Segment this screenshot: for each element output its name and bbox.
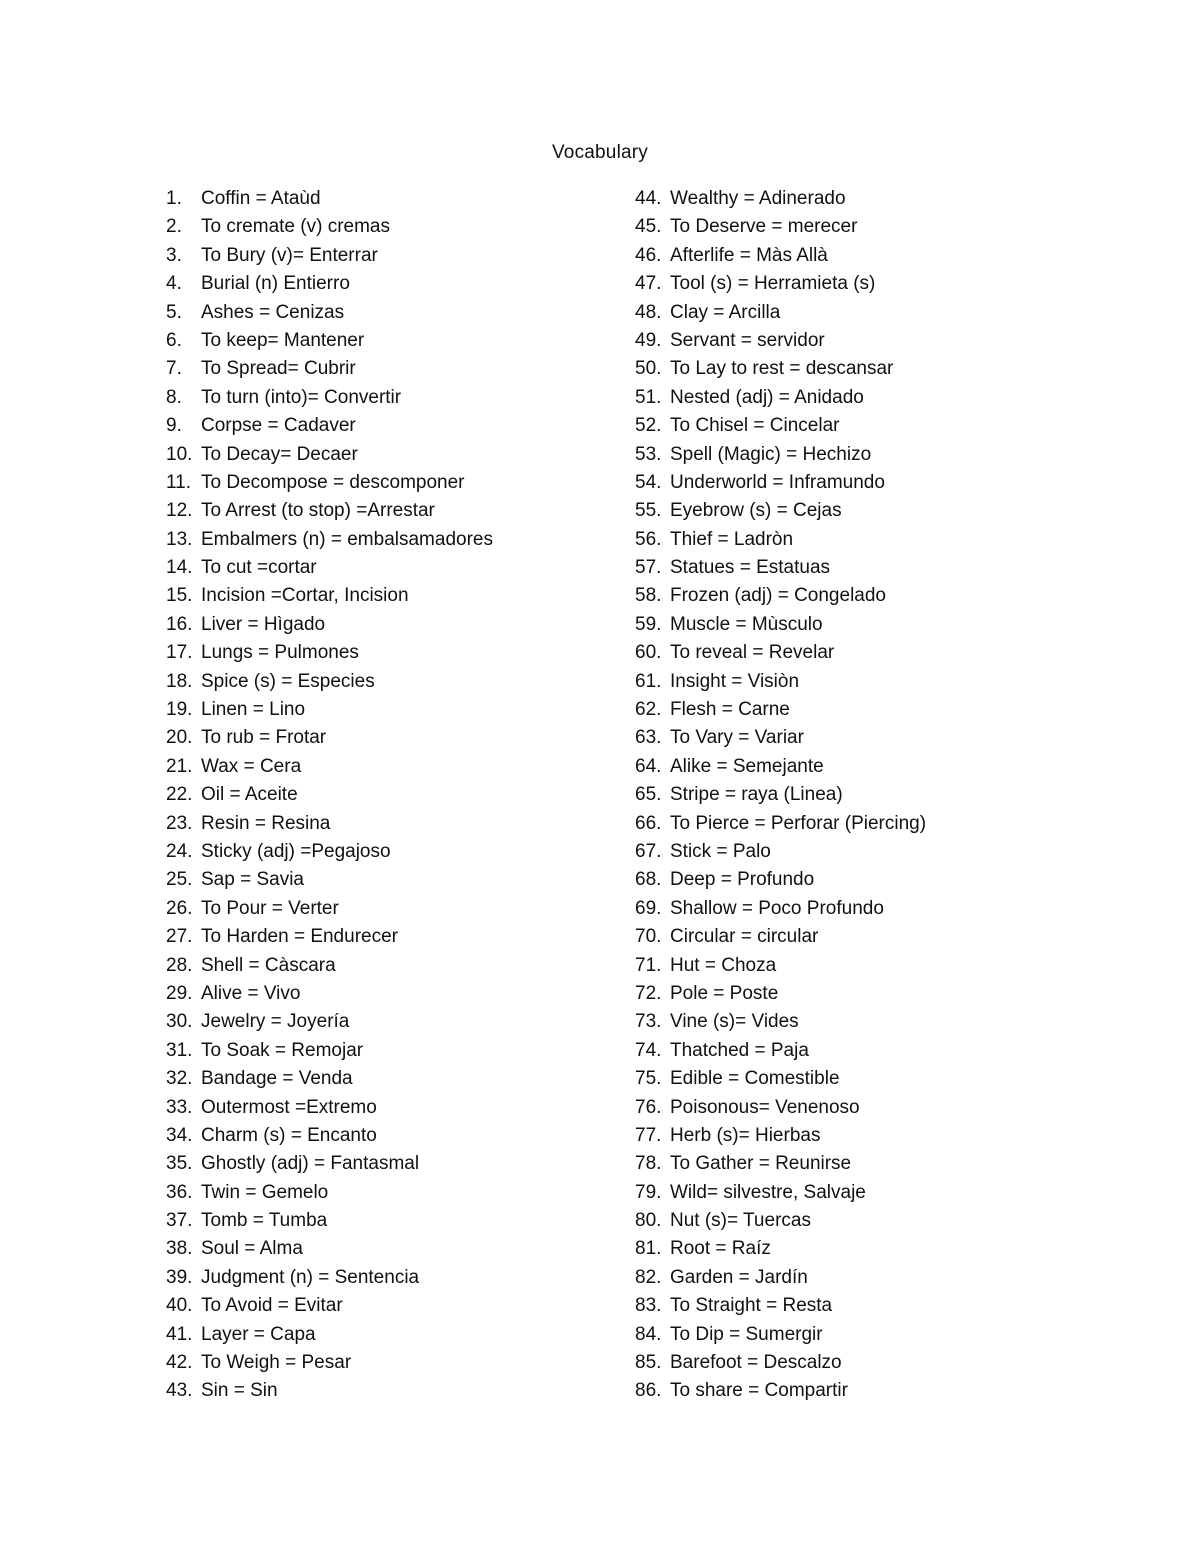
item-number: 21. [166, 755, 193, 777]
vocabulary-item [635, 1150, 1095, 1178]
vocabulary-item [635, 1122, 1095, 1150]
item-number: 4. [166, 273, 182, 295]
item-text: Thatched = Paja [670, 1039, 809, 1061]
item-text: To cut =cortar [201, 557, 317, 579]
item-text: Barefoot = Descalzo [670, 1352, 842, 1374]
vocabulary-item [635, 639, 1095, 667]
item-number: 71. [635, 954, 662, 976]
item-number: 57. [635, 557, 662, 579]
item-text: To Decay= Decaer [201, 443, 358, 465]
item-number: 73. [635, 1011, 662, 1033]
item-text: Twin = Gemelo [201, 1181, 329, 1203]
vocabulary-item [166, 242, 606, 270]
item-number: 48. [635, 301, 662, 323]
item-number: 28. [166, 954, 193, 976]
item-number: 38. [166, 1238, 193, 1260]
item-number: 84. [635, 1323, 662, 1345]
item-text: To Bury (v)= Enterrar [201, 244, 378, 266]
item-text: To Avoid = Evitar [201, 1295, 343, 1317]
item-number: 39. [166, 1266, 193, 1288]
item-number: 69. [635, 897, 662, 919]
item-number: 40. [166, 1295, 193, 1317]
item-number: 62. [635, 699, 662, 721]
item-text: Underworld = Inframundo [670, 471, 885, 493]
vocabulary-item [635, 469, 1095, 497]
item-text: Incision =Cortar, Incision [201, 585, 409, 607]
item-number: 46. [635, 244, 662, 266]
item-number: 86. [635, 1380, 662, 1402]
item-text: Ghostly (adj) = Fantasmal [201, 1153, 420, 1175]
item-text: Jewelry = Joyería [201, 1011, 350, 1033]
vocabulary-list-left [166, 185, 606, 1406]
item-text: To Dip = Sumergir [670, 1323, 823, 1345]
item-text: Wealthy = Adinerado [670, 188, 846, 209]
item-text: Corpse = Cadaver [201, 415, 356, 437]
vocabulary-item [166, 838, 606, 866]
item-number: 49. [635, 329, 662, 351]
item-number: 58. [635, 585, 662, 607]
item-number: 63. [635, 727, 662, 749]
item-text: To Soak = Remojar [201, 1039, 364, 1061]
vocabulary-item [166, 1349, 606, 1377]
item-number: 72. [635, 982, 662, 1004]
item-number: 2. [166, 216, 182, 238]
item-text: Spice (s) = Especies [201, 670, 375, 692]
item-number: 75. [635, 1068, 662, 1090]
item-text: Clay = Arcilla [670, 301, 781, 323]
vocabulary-item [635, 1179, 1095, 1207]
item-number: 79. [635, 1181, 662, 1203]
item-number: 85. [635, 1352, 662, 1374]
item-text: Stripe = raya (Linea) [670, 784, 843, 806]
item-number: 82. [635, 1266, 662, 1288]
vocabulary-item [635, 696, 1095, 724]
item-text: Burial (n) Entierro [201, 273, 350, 295]
vocabulary-item [166, 355, 606, 383]
item-text: Tomb = Tumba [201, 1210, 328, 1232]
item-text: Lungs = Pulmones [201, 642, 359, 664]
item-text: Wax = Cera [201, 755, 302, 777]
vocabulary-item [635, 1065, 1095, 1093]
item-text: Statues = Estatuas [670, 557, 831, 579]
item-number: 12. [166, 500, 193, 522]
item-text: Soul = Alma [201, 1238, 303, 1260]
vocabulary-item [166, 1264, 606, 1292]
item-text: Spell (Magic) = Hechizo [670, 443, 872, 465]
item-text: Shell = Càscara [201, 954, 336, 976]
item-text: Liver = Hìgado [201, 613, 326, 635]
vocabulary-item [166, 1150, 606, 1178]
vocabulary-item [635, 1037, 1095, 1065]
item-number: 1. [166, 188, 182, 209]
item-text: Bandage = Venda [201, 1068, 353, 1090]
item-text: To Vary = Variar [670, 727, 804, 749]
item-number: 44. [635, 188, 662, 209]
vocabulary-item [166, 1008, 606, 1036]
vocabulary-item [166, 753, 606, 781]
item-text: Alive = Vivo [201, 982, 301, 1004]
item-text: To turn (into)= Convertir [201, 386, 402, 408]
vocabulary-item [166, 1207, 606, 1235]
vocabulary-item [166, 1094, 606, 1122]
vocabulary-item [635, 980, 1095, 1008]
item-text: To cremate (v) cremas [201, 216, 390, 238]
vocabulary-item [166, 327, 606, 355]
item-number: 54. [635, 471, 662, 493]
vocabulary-item [635, 611, 1095, 639]
vocabulary-item [166, 724, 606, 752]
item-text: Afterlife = Màs Allà [670, 244, 828, 266]
vocabulary-item [635, 327, 1095, 355]
item-number: 9. [166, 415, 182, 437]
item-number: 16. [166, 613, 193, 635]
item-text: To Arrest (to stop) =Arrestar [201, 500, 435, 522]
item-text: Wild= silvestre, Salvaje [670, 1181, 866, 1203]
vocabulary-item [166, 497, 606, 525]
item-text: Eyebrow (s) = Cejas [670, 500, 842, 522]
item-number: 76. [635, 1096, 662, 1118]
vocabulary-item [635, 781, 1095, 809]
item-text: Nested (adj) = Anidado [670, 386, 864, 408]
item-text: Circular = circular [670, 926, 819, 948]
item-number: 51. [635, 386, 662, 408]
item-number: 43. [166, 1380, 193, 1402]
item-number: 74. [635, 1039, 662, 1061]
item-text: Frozen (adj) = Congelado [670, 585, 886, 607]
item-number: 17. [166, 642, 193, 664]
vocabulary-item [635, 1321, 1095, 1349]
vocabulary-item [635, 412, 1095, 440]
vocabulary-item [635, 1264, 1095, 1292]
vocabulary-item [166, 1377, 606, 1405]
vocabulary-item [635, 1235, 1095, 1263]
item-number: 41. [166, 1323, 193, 1345]
vocabulary-item [166, 384, 606, 412]
vocabulary-item [635, 923, 1095, 951]
item-text: To Lay to rest = descansar [670, 358, 894, 380]
item-text: Coffin = Ataùd [201, 188, 321, 209]
item-number: 61. [635, 670, 662, 692]
item-text: Garden = Jardín [670, 1266, 808, 1288]
item-number: 68. [635, 869, 662, 891]
item-text: To Decompose = descomponer [201, 471, 465, 493]
item-number: 37. [166, 1210, 193, 1232]
item-text: Linen = Lino [201, 699, 306, 721]
item-text: Judgment (n) = Sentencia [201, 1266, 420, 1288]
item-text: Outermost =Extremo [201, 1096, 377, 1118]
item-number: 66. [635, 812, 662, 834]
item-number: 8. [166, 386, 182, 408]
item-text: Alike = Semejante [670, 755, 824, 777]
item-number: 10. [166, 443, 193, 465]
item-number: 80. [635, 1210, 662, 1232]
vocabulary-item [635, 668, 1095, 696]
vocabulary-item [166, 668, 606, 696]
item-number: 25. [166, 869, 193, 891]
item-text: Flesh = Carne [670, 699, 790, 721]
vocabulary-item [635, 952, 1095, 980]
item-text: Nut (s)= Tuercas [670, 1210, 811, 1232]
item-text: Servant = servidor [670, 329, 825, 351]
item-number: 33. [166, 1096, 193, 1118]
item-text: To Spread= Cubrir [201, 358, 356, 380]
item-number: 15. [166, 585, 193, 607]
vocabulary-item [635, 753, 1095, 781]
vocabulary-item [635, 185, 1095, 213]
vocabulary-item [635, 895, 1095, 923]
item-number: 27. [166, 926, 193, 948]
vocabulary-list-right [635, 185, 1095, 1406]
item-text: Muscle = Mùsculo [670, 613, 823, 635]
vocabulary-item [635, 299, 1095, 327]
vocabulary-item [635, 838, 1095, 866]
item-number: 32. [166, 1068, 193, 1090]
item-text: To Weigh = Pesar [201, 1352, 352, 1374]
item-text: Insight = Visiòn [670, 670, 800, 692]
vocabulary-item [166, 582, 606, 610]
vocabulary-item [166, 185, 606, 213]
item-text: Sticky (adj) =Pegajoso [201, 840, 391, 862]
item-number: 45. [635, 216, 662, 238]
item-text: Stick = Palo [670, 840, 771, 862]
vocabulary-item [166, 1122, 606, 1150]
item-number: 65. [635, 784, 662, 806]
item-number: 24. [166, 840, 193, 862]
item-text: Tool (s) = Herramieta (s) [670, 273, 876, 295]
vocabulary-item [635, 1292, 1095, 1320]
vocabulary-item [166, 1235, 606, 1263]
vocabulary-item [166, 696, 606, 724]
vocabulary-item [635, 810, 1095, 838]
item-text: To Deserve = merecer [670, 216, 858, 238]
item-text: Embalmers (n) = embalsamadores [201, 528, 493, 550]
item-text: Sin = Sin [201, 1380, 278, 1402]
item-number: 64. [635, 755, 662, 777]
item-number: 31. [166, 1039, 193, 1061]
item-text: To Straight = Resta [670, 1295, 833, 1317]
item-number: 19. [166, 699, 193, 721]
vocabulary-item [635, 1377, 1095, 1405]
item-text: To Pour = Verter [201, 897, 339, 919]
item-text: To Chisel = Cincelar [670, 415, 840, 437]
page-title: Vocabulary [551, 142, 648, 163]
vocabulary-item [166, 441, 606, 469]
vocabulary-item [635, 1207, 1095, 1235]
vocabulary-item [166, 1321, 606, 1349]
vocabulary-item [166, 526, 606, 554]
vocabulary-item [635, 242, 1095, 270]
vocabulary-item [166, 412, 606, 440]
item-number: 50. [635, 358, 662, 380]
item-number: 22. [166, 784, 193, 806]
item-text: To Pierce = Perforar (Piercing) [670, 812, 927, 834]
item-text: Herb (s)= Hierbas [670, 1124, 821, 1146]
item-number: 81. [635, 1238, 662, 1260]
item-number: 52. [635, 415, 662, 437]
vocabulary-item [166, 1065, 606, 1093]
item-number: 78. [635, 1153, 662, 1175]
item-text: To reveal = Revelar [670, 642, 835, 664]
item-number: 6. [166, 329, 182, 351]
item-number: 23. [166, 812, 193, 834]
item-number: 14. [166, 557, 193, 579]
item-number: 70. [635, 926, 662, 948]
vocabulary-item [166, 611, 606, 639]
vocabulary-item [635, 582, 1095, 610]
item-text: To share = Compartir [670, 1380, 848, 1402]
item-text: To rub = Frotar [201, 727, 327, 749]
item-text: Oil = Aceite [201, 784, 298, 806]
vocabulary-item [635, 554, 1095, 582]
item-text: To Gather = Reunirse [670, 1153, 852, 1175]
vocabulary-item [635, 355, 1095, 383]
vocabulary-item [166, 469, 606, 497]
vocabulary-item [635, 724, 1095, 752]
item-text: Shallow = Poco Profundo [670, 897, 884, 919]
item-number: 7. [166, 358, 182, 380]
item-number: 77. [635, 1124, 662, 1146]
vocabulary-item [166, 270, 606, 298]
item-number: 83. [635, 1295, 662, 1317]
item-text: Pole = Poste [670, 982, 779, 1004]
item-number: 42. [166, 1352, 193, 1374]
item-number: 26. [166, 897, 193, 919]
vocabulary-item [635, 1094, 1095, 1122]
vocabulary-item [166, 781, 606, 809]
item-number: 20. [166, 727, 193, 749]
vocabulary-item [166, 639, 606, 667]
vocabulary-item [635, 384, 1095, 412]
item-number: 35. [166, 1153, 193, 1175]
item-number: 47. [635, 273, 662, 295]
item-text: To Harden = Endurecer [201, 926, 398, 948]
vocabulary-item [166, 810, 606, 838]
item-text: Poisonous= Venenoso [670, 1096, 860, 1118]
item-number: 56. [635, 528, 662, 550]
vocabulary-item [635, 526, 1095, 554]
item-text: Root = Raíz [670, 1238, 771, 1260]
vocabulary-item [635, 270, 1095, 298]
vocabulary-item [166, 1292, 606, 1320]
item-number: 5. [166, 301, 182, 323]
item-number: 36. [166, 1181, 193, 1203]
item-number: 30. [166, 1011, 193, 1033]
item-number: 11. [166, 471, 192, 493]
item-text: Thief = Ladròn [670, 528, 794, 550]
vocabulary-item [166, 895, 606, 923]
item-text: To keep= Mantener [201, 329, 365, 351]
item-number: 53. [635, 443, 662, 465]
item-text: Edible = Comestible [670, 1068, 840, 1090]
vocabulary-item [166, 923, 606, 951]
item-text: Deep = Profundo [670, 869, 815, 891]
vocabulary-item [166, 213, 606, 241]
vocabulary-item [635, 1349, 1095, 1377]
vocabulary-item [635, 441, 1095, 469]
item-number: 60. [635, 642, 662, 664]
vocabulary-item [635, 497, 1095, 525]
vocabulary-item [166, 554, 606, 582]
vocabulary-item [166, 980, 606, 1008]
item-number: 34. [166, 1124, 193, 1146]
vocabulary-item [166, 1179, 606, 1207]
item-number: 13. [166, 528, 193, 550]
vocabulary-item [635, 213, 1095, 241]
item-number: 67. [635, 840, 662, 862]
item-number: 3. [166, 244, 182, 266]
vocabulary-item [166, 866, 606, 894]
item-number: 29. [166, 982, 193, 1004]
item-text: Charm (s) = Encanto [201, 1124, 377, 1146]
vocabulary-item [635, 866, 1095, 894]
item-text: Sap = Savia [201, 869, 304, 891]
item-number: 18. [166, 670, 193, 692]
vocabulary-item [166, 952, 606, 980]
item-text: Vine (s)= Vides [670, 1011, 799, 1033]
item-text: Hut = Choza [670, 954, 777, 976]
item-number: 55. [635, 500, 662, 522]
item-number: 59. [635, 613, 662, 635]
vocabulary-item [166, 1037, 606, 1065]
vocabulary-item [635, 1008, 1095, 1036]
vocabulary-item [166, 299, 606, 327]
item-text: Layer = Capa [201, 1323, 316, 1345]
item-text: Ashes = Cenizas [201, 301, 345, 323]
item-text: Resin = Resina [201, 812, 331, 834]
